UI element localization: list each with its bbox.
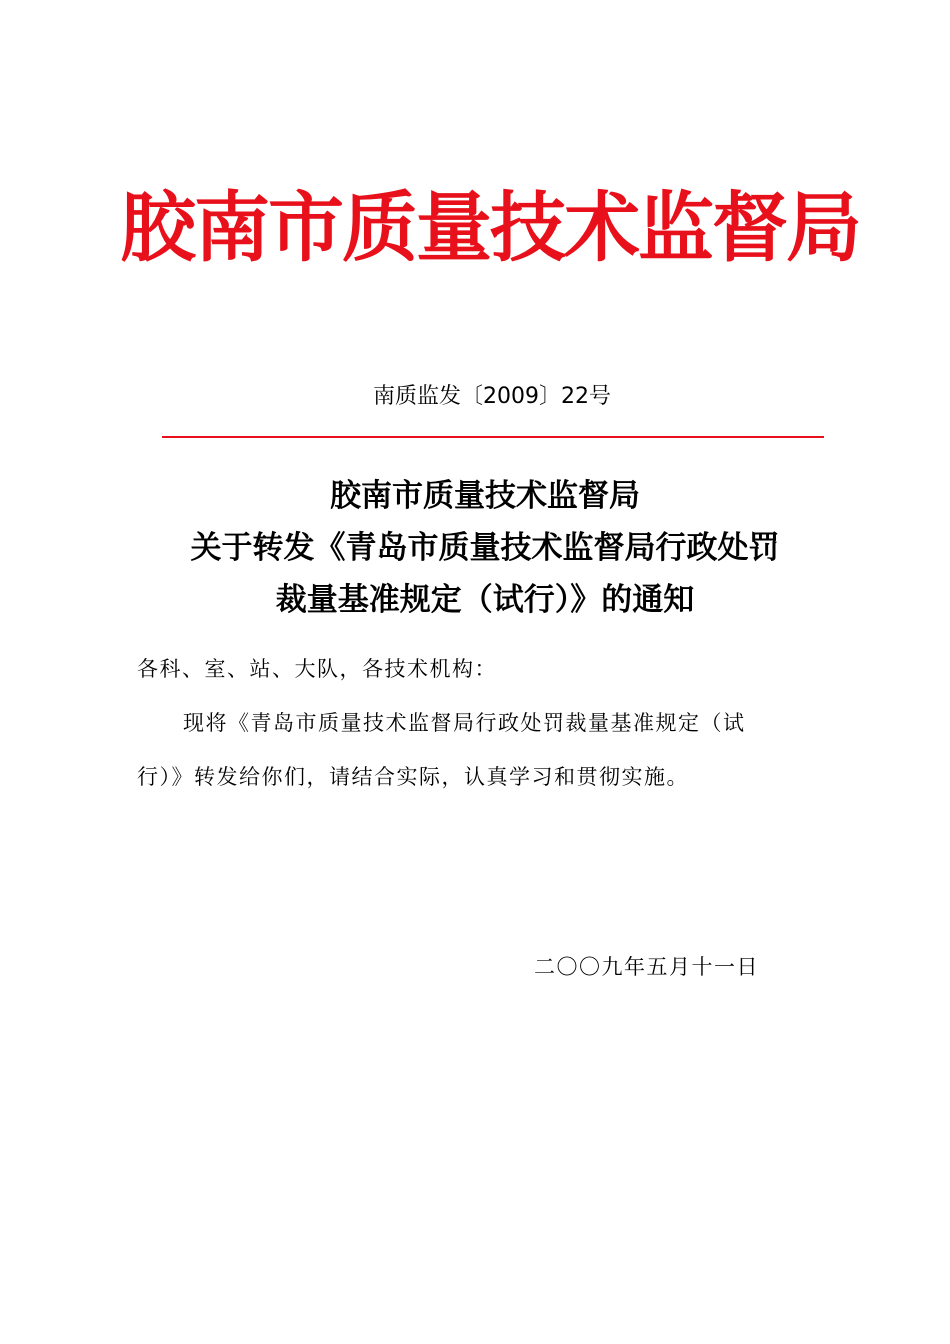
document-number: 南质监发〔2009〕22号 [373, 384, 611, 409]
recipient-line: 各科、室、站、大队，各技术机构： [137, 657, 497, 681]
body-paragraph [137, 696, 837, 804]
document-title [120, 470, 850, 626]
paragraph-line-1 [137, 696, 837, 750]
paragraph-text-1: 现将《青岛市质量技术监督局行政处罚裁量基准规定（试 [183, 711, 746, 735]
title-line-3: 裁量基准规定（试行）》的通知 [275, 582, 695, 618]
issuer-header: 胶南市质量技术监督局 [120, 183, 860, 272]
title-line-2: 关于转发《青岛市质量技术监督局行政处罚 [190, 530, 780, 566]
paragraph-line-2: 行）》转发给你们，请结合实际，认真学习和贯彻实施。 [137, 765, 689, 789]
title-line-1: 胶南市质量技术监督局 [330, 478, 640, 514]
red-divider-line [162, 436, 824, 438]
issue-date: 二〇〇九年五月十一日 [534, 955, 759, 979]
